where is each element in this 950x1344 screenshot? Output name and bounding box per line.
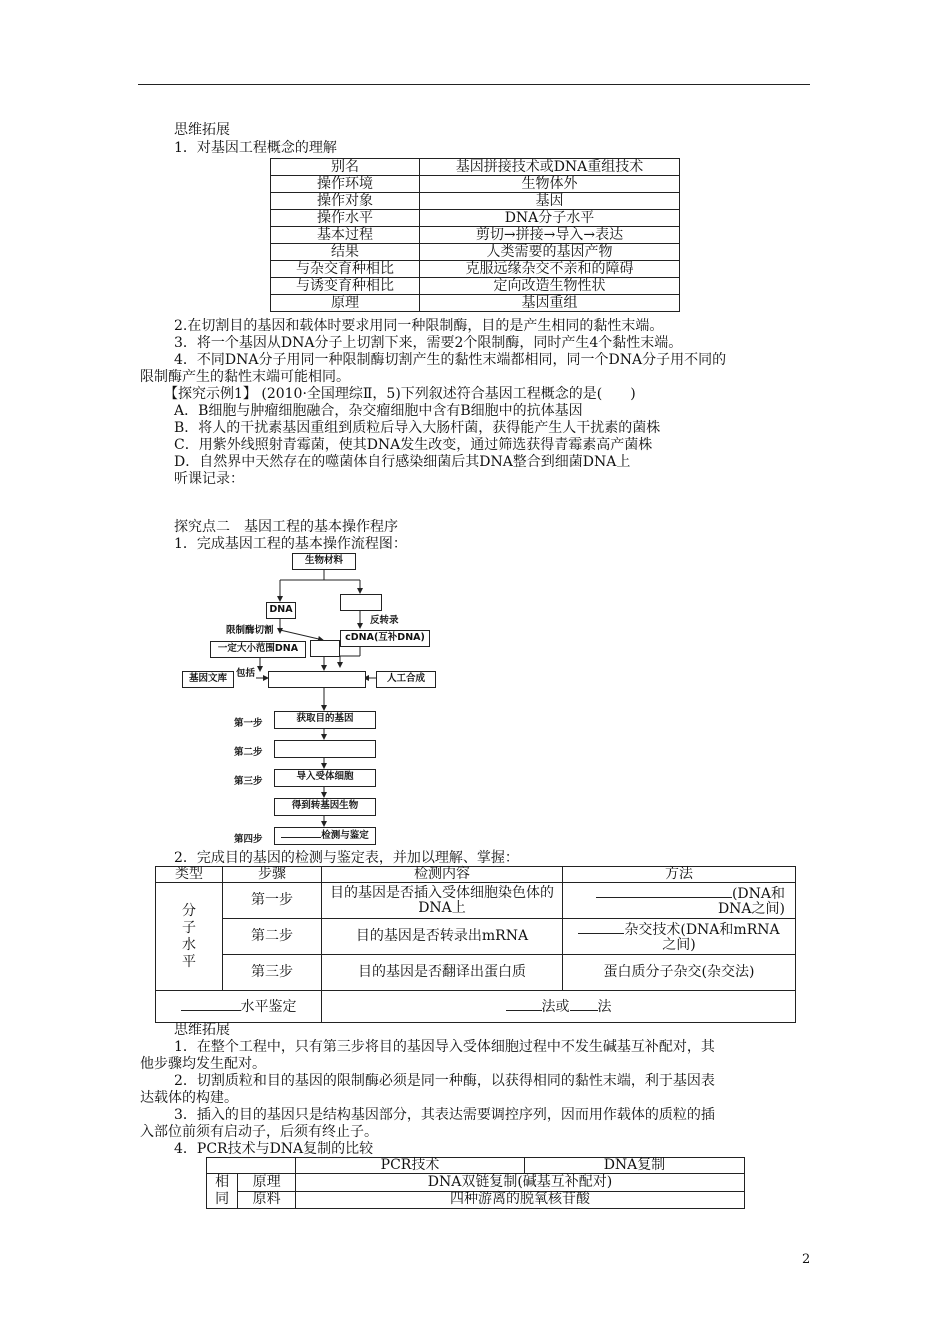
row-value: 四种游离的脱氧核苷酸 [296, 1191, 745, 1209]
blank-box [310, 640, 340, 657]
table-row [271, 227, 680, 244]
table-row [271, 193, 680, 210]
table-row [271, 295, 680, 312]
row-label: 别名 [271, 159, 420, 176]
type-molecular-label: 分 子 水 平 [182, 902, 196, 970]
flowchart [180, 550, 450, 850]
option-a: A．B细胞与肿瘤细胞融合，杂交瘤细胞中含有B细胞中的抗体基因 [174, 403, 583, 419]
header-step: 步骤 [223, 867, 322, 883]
paragraph: 2.在切割目的基因和载体时要求用同一种限制酶，目的是产生相同的黏性末端。 [174, 318, 664, 334]
step4-box [274, 827, 376, 845]
table-row [271, 176, 680, 193]
concept-table [270, 158, 680, 312]
paragraph: 1．在整个工程中，只有第三步将目的基因导入受体细胞过程中不发生碱基互补配对，其 [174, 1039, 715, 1055]
row-label: 原料 [238, 1191, 296, 1209]
notes-label: 听课记录： [174, 471, 244, 487]
dna-box: DNA [266, 602, 296, 619]
row-value: 克服远缘杂交不亲和的障碍 [420, 261, 680, 278]
paragraph: 3．将一个基因从DNA分子上切割下来，需要2个限制酶，同时产生4个黏性末端。 [174, 335, 683, 351]
reverse-label: 反转录 [370, 615, 399, 626]
content-cell: 目的基因是否翻译出蛋白质 [322, 955, 563, 991]
paragraph: 4．不同DNA分子用同一种限制酶切割产生的黏性末端都相同，同一个DNA分子用不同的 [174, 352, 727, 368]
blank-box [268, 671, 366, 688]
blank-box [340, 594, 382, 611]
enzyme-label: 限制酶切割 [226, 625, 274, 636]
header-pcr: PCR技术 [296, 1158, 525, 1174]
transgenic-box: 得到转基因生物 [274, 798, 376, 816]
step4-box-label: 检测与鉴定 [321, 830, 369, 841]
table-row [271, 210, 680, 227]
option-c: C．用紫外线照射青霉菌，使其DNA发生改变，通过筛选获得青霉素高产菌株 [174, 437, 653, 453]
paragraph: 1．对基因工程概念的理解 [174, 140, 337, 156]
cdna-box: cDNA(互补DNA) [340, 630, 430, 647]
step1-box: 获取目的基因 [274, 711, 376, 729]
paragraph: 3．插入的目的基因只是结构基因部分，其表达需要调控序列，因而用作载体的质粒的插 [174, 1107, 715, 1123]
group-label: 相 同 [215, 1174, 230, 1207]
step-cell: 第三步 [223, 955, 322, 991]
page-number: 2 [802, 1252, 811, 1267]
row-label: 与诱变育种相比 [271, 278, 420, 295]
library-box: 基因文库 [182, 671, 234, 688]
paragraph: 入部位前须有启动子，后须有终止子。 [140, 1124, 378, 1140]
pcr-table [206, 1157, 745, 1209]
header-type: 类型 [156, 867, 223, 883]
row-value: 剪切→拼接→导入→表达 [420, 227, 680, 244]
range-dna-box: 一定大小范围DNA [210, 641, 306, 658]
row-label: 操作水平 [271, 210, 420, 227]
method-blank-2: 法 [597, 999, 612, 1015]
row-label: 与杂交育种相比 [271, 261, 420, 278]
row-value: DNA双链复制(碱基互补配对) [296, 1174, 745, 1192]
method-blank-1: 法或 [541, 999, 570, 1015]
row-value: 基因拼接技术或DNA重组技术 [420, 159, 680, 176]
table-row [271, 244, 680, 261]
paragraph: 达载体的构建。 [140, 1090, 238, 1106]
example-title: 【探究示例1】 (2010·全国理综Ⅱ，5)下列叙述符合基因工程概念的是( ) [164, 386, 636, 402]
header-content: 检测内容 [322, 867, 563, 883]
row-label: 原理 [271, 295, 420, 312]
include-label: 包括 [236, 668, 256, 679]
row-value: 基因重组 [420, 295, 680, 312]
last-type-cell [156, 991, 322, 1023]
paragraph: 2．完成目的基因的检测与鉴定表，并加以理解、掌握： [174, 850, 519, 866]
paragraph: 4．PCR技术与DNA复制的比较 [174, 1141, 374, 1157]
step-cell: 第一步 [223, 883, 322, 919]
row-value: 人类需要的基因产物 [420, 244, 680, 261]
section-heading: 思维拓展 [174, 122, 230, 138]
paragraph: 2．切割质粒和目的基因的限制酶必须是同一种酶，以获得相同的黏性末端，利于基因表 [174, 1073, 715, 1089]
table-row [271, 278, 680, 295]
paragraph: 他步骤均发生配对。 [140, 1056, 266, 1072]
table-row [271, 261, 680, 278]
method-text: 蛋白质分子杂交(杂交法) [603, 964, 755, 980]
empty-header [207, 1158, 296, 1174]
row-value: 生物体外 [420, 176, 680, 193]
paragraph: 限制酶产生的黏性末端可能相同。 [140, 369, 350, 385]
row-label: 操作环境 [271, 176, 420, 193]
row-value: 定向改造生物性状 [420, 278, 680, 295]
header-rule [138, 84, 810, 85]
method-cell [563, 955, 796, 991]
bio-material-box: 生物材料 [292, 553, 356, 570]
group-cell [207, 1174, 238, 1209]
section-heading: 探究点二 基因工程的基本操作程序 [174, 519, 398, 535]
step3-box: 导入受体细胞 [274, 769, 376, 787]
header-method: 方法 [563, 867, 796, 883]
method-cell [563, 883, 796, 919]
step1-label: 第一步 [234, 718, 263, 729]
section-heading: 思维拓展 [174, 1022, 230, 1038]
row-label: 原理 [238, 1174, 296, 1192]
row-label: 基本过程 [271, 227, 420, 244]
method-cell [563, 919, 796, 955]
type-molecular [156, 883, 223, 991]
last-method-cell [322, 991, 796, 1023]
table-row [271, 159, 680, 176]
artificial-box: 人工合成 [376, 671, 436, 688]
header-dna: DNA复制 [525, 1158, 745, 1174]
detection-table [155, 866, 796, 1023]
step-cell: 第二步 [223, 919, 322, 955]
method-text: 杂交技术(DNA和mRNA之间) [624, 921, 780, 953]
content-cell: 目的基因是否转录出mRNA [322, 919, 563, 955]
step3-label: 第三步 [234, 776, 263, 787]
step4-label: 第四步 [234, 834, 263, 845]
option-b: B．将人的干扰素基因重组到质粒后导入大肠杆菌，获得能产生人干扰素的菌株 [174, 420, 661, 436]
content-cell: 目的基因是否插入受体细胞染色体的DNA上 [322, 883, 563, 919]
row-value: DNA分子水平 [420, 210, 680, 227]
row-value: 基因 [420, 193, 680, 210]
row-label: 操作对象 [271, 193, 420, 210]
row-label: 结果 [271, 244, 420, 261]
step2-label: 第二步 [234, 747, 263, 758]
paragraph: 1．完成基因工程的基本操作流程图： [174, 536, 407, 552]
option-d: D．自然界中天然存在的噬菌体自行感染细菌后其DNA整合到细菌DNA上 [174, 454, 631, 470]
step2-box [274, 740, 376, 758]
method-text: (DNA和DNA之间) [717, 885, 785, 917]
last-type-label: 水平鉴定 [240, 999, 297, 1015]
